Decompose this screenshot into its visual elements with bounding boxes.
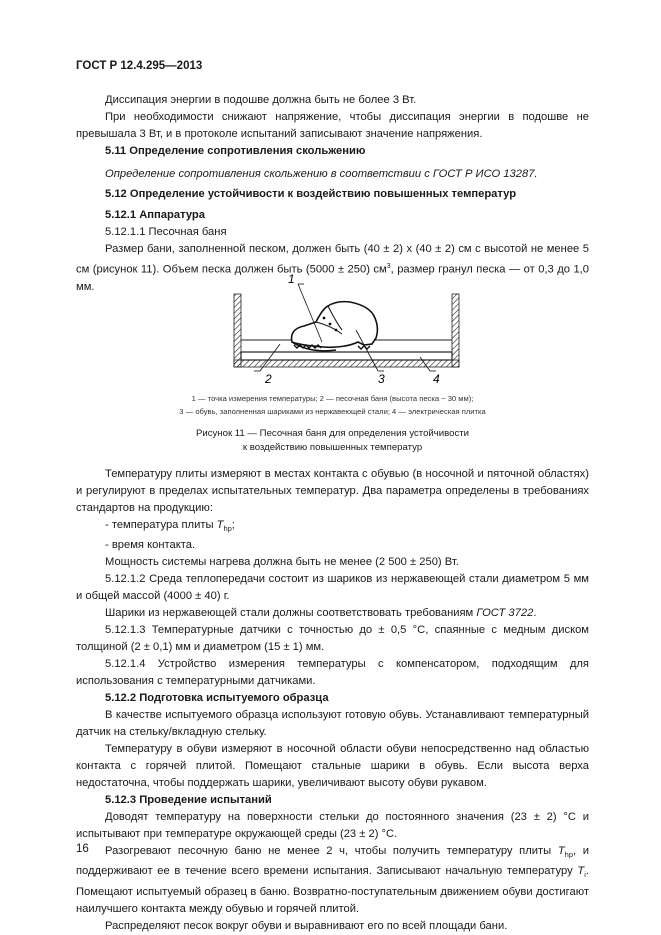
- paragraph-5-12-3-a: Доводят температуру на поверхности стельки до постоянного значения (23 ± 2) °С и испытывают при температуре окружающей среды (23 ± 2) °С.: [76, 811, 589, 841]
- bath-size-text-b: , размер гранул песка — от 0,3 до 1,0 мм.: [76, 263, 590, 293]
- figure-caption-line-1: Рисунок 11 — Песочная баня для определения устойчивости: [195, 428, 470, 439]
- intro-block: [76, 92, 589, 143]
- section-5-11: [76, 143, 589, 183]
- sand-bath-figure: [224, 272, 464, 384]
- p123b-symbol-hp: T: [557, 845, 565, 858]
- figure-caption: [76, 427, 589, 455]
- bullet-1-subscript: hp: [223, 524, 232, 534]
- figure-label-1: 1: [288, 272, 295, 286]
- figure-label-3: 3: [378, 372, 385, 384]
- body-text: [76, 466, 589, 935]
- section-5-11-text: Определение сопротивления скольжению в соответствии с ГОСТ Р ИСО 13287.: [105, 168, 538, 180]
- bullet-1-text: - температура плиты: [105, 519, 217, 531]
- bullet-contact-time: - время контакта.: [105, 539, 196, 552]
- balls-end: .: [533, 607, 537, 620]
- paragraph-5-12-3-b: [76, 843, 589, 917]
- bullet-1-symbol: T: [216, 519, 224, 531]
- figure-caption-line-2: к воздействию повышенных температур: [242, 442, 423, 453]
- paragraph-5-12-1-3: 5.12.1.3 Температурные датчики с точностью до ± 0,5 °С, спаянные с медным диском толщиной (2 ± 0,1) мм и диаметром (15 ± 1) мм.: [76, 624, 589, 654]
- bath-size-superscript: 3: [386, 263, 391, 270]
- balls-standard-ref: ГОСТ 3722: [476, 607, 534, 620]
- figure-legend-line-2: 3 — обувь, заполненная шариками из нержавеющей стали; 4 — электрическая плитка: [179, 406, 486, 416]
- paragraph-5-12-2-b: Температуру в обуви измеряют в носочной области обуви непосредственно над областью контакта с горячей плитой. Помещают стальные шарики в обувь. Если высота верха недостаточна, чтобы поддержать шарики, увеличивают высоту обуви рукавом.: [76, 743, 589, 790]
- figure-label-4: 4: [433, 372, 440, 384]
- paragraph-5-12-1-2: 5.12.1.2 Среда теплопередачи состоит из шариков из нержавеющей стали диаметром 5 мм и общей массой (4000 ± 40) г.: [76, 573, 589, 603]
- p123b-text-3: . Помещают испытуемый образец в баню. Возвратно-поступательным движением обуви достигают наилучшего контакта между обувью и горячей плитой.: [76, 865, 589, 915]
- section-5-12-heading: 5.12 Определение устойчивости к воздействию повышенных температур: [105, 188, 517, 200]
- temperature-paragraph: Температуру плиты измеряют в местах контакта с обувью (в носочной и пяточной областях) и регулируют в пределах испытательных температур. Два параметра определены в требованиях стандартов на продукцию:: [76, 468, 589, 514]
- bullet-1-end: ;: [231, 519, 235, 531]
- p123b-text-1: Разогревают песочную баню не менее 2 ч, чтобы получить температуру плиты: [105, 845, 558, 858]
- bullet-plate-temperature: [76, 517, 589, 537]
- section-5-12-1-heading: 5.12.1 Аппаратура: [105, 209, 205, 221]
- p123b-subscript-i: i: [584, 870, 586, 880]
- figure-legend: [76, 393, 589, 418]
- section-5-12-2-heading: 5.12.2 Подготовка испытуемого образца: [105, 692, 329, 705]
- p123b-symbol-i: T: [577, 865, 585, 878]
- standard-header: ГОСТ Р 12.4.295—2013: [76, 60, 203, 72]
- section-5-12-1-1-heading: 5.12.1.1 Песочная баня: [105, 226, 227, 238]
- section-5-11-heading: 5.11 Определение сопротивления скольжению: [105, 145, 366, 157]
- paragraph-5-12-2-a: В качестве испытуемого образца используют готовую обувь. Устанавливают температурный датчик на стельку/вкладную стельку.: [76, 709, 589, 739]
- paragraph-5-12-1-4: 5.12.1.4 Устройство измерения температуры с компенсатором, подходящим для использования с температурными датчиками.: [76, 658, 589, 688]
- figure-legend-line-1: 1 — точка измерения температуры; 2 — песочная баня (высота песка ~ 30 мм);: [191, 394, 474, 403]
- balls-paragraph: [76, 605, 589, 622]
- electric-plate: [241, 352, 452, 360]
- intro-paragraph-2: При необходимости снижают напряжение, чтобы диссипация энергии в подошве не превышала 3 Вт, и в протоколе испытаний записывают значение напряжения.: [76, 111, 589, 140]
- p123b-text-2: , и поддерживают ее в течение всего времени испытания. Записывают начальную температуру: [76, 845, 590, 878]
- section-5-12-3-heading: 5.12.3 Проведение испытаний: [105, 794, 272, 807]
- page-number: 16: [76, 843, 89, 855]
- p123b-subscript-hp: hp: [564, 850, 573, 860]
- intro-paragraph-1: Диссипация энергии в подошве должна быть не более 3 Вт.: [105, 94, 417, 106]
- power-paragraph: Мощность системы нагрева должна быть не менее (2 500 ± 250) Вт.: [105, 556, 459, 569]
- shoe-drawing: [292, 302, 378, 351]
- figure-label-2: 2: [265, 372, 272, 384]
- bath-size-text-a: Размер бани, заполненной песком, должен быть (40 ± 2) х (40 ± 2) см с высотой не менее 5 см (рисунок 11). Объем песка должен быть (5000 ± 250) см: [76, 243, 589, 276]
- paragraph-5-12-3-c: Распределяют песок вокруг обуви и выравнивают его по всей площади бани.: [105, 919, 508, 932]
- balls-text: Шарики из нержавеющей стали должны соответствовать требованиям: [105, 607, 477, 620]
